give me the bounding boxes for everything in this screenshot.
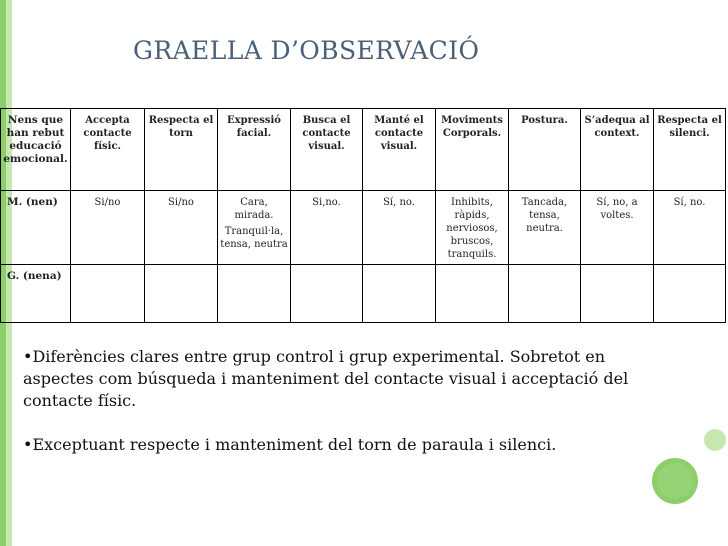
table-cell: Sí, no, a voltes. (581, 191, 654, 265)
bullet-item: •Exceptuant respecte i manteniment del torn de paraula i silenci. (23, 435, 557, 454)
cell-text: Tranquil·la, tensa, neutra (220, 226, 288, 250)
table-cell: Si/no (71, 191, 145, 265)
header-cell: Postura. (509, 109, 581, 191)
row-label: G. (nena) (1, 265, 71, 323)
header-cell: Respecta el silenci. (654, 109, 726, 191)
header-cell: Expressió facial. (218, 109, 291, 191)
green-circle-small (704, 429, 726, 451)
header-cell: Manté el contacte visual. (363, 109, 436, 191)
header-cell: Accepta contacte físic. (71, 109, 145, 191)
header-cell: Moviments Corporals. (436, 109, 509, 191)
bullet-item: •Diferències clares entre grup control i grup experimental. Sobretot en aspectes com búsqueda i manteniment del contacte visual i acceptació del contacte físic. (23, 347, 629, 410)
header-cell: S’adequa al context. (581, 109, 654, 191)
row-label: M. (nen) (1, 191, 71, 265)
header-cell: Respecta el torn (145, 109, 218, 191)
table-cell: Inhibits, ràpids, nerviosos, bruscos, tranquils. (436, 191, 509, 265)
header-cell: Nens que han rebut educació emocional. (1, 109, 71, 191)
green-circle-large-inner (657, 463, 693, 499)
table-cell: Sí, no. (363, 191, 436, 265)
cell-text: Cara, mirada. (234, 197, 274, 221)
table-cell: Si,no. (291, 191, 363, 265)
table-cell: Tancada, tensa, neutra. (509, 191, 581, 265)
table-cell: Sí, no. (654, 191, 726, 265)
page-title: GRAELLA D’OBSERVACIÓ (133, 36, 480, 65)
header-cell: Busca el contacte visual. (291, 109, 363, 191)
table-cell: Si/no (145, 191, 218, 265)
